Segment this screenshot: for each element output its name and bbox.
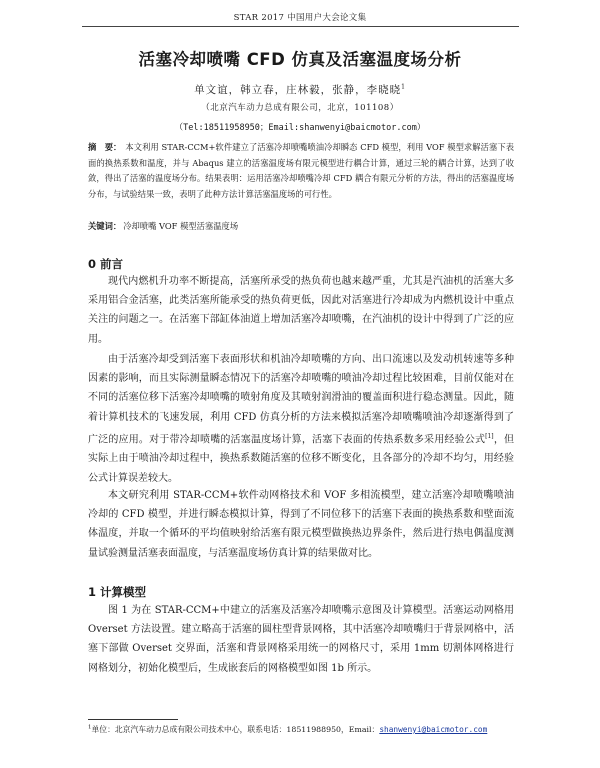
author-footnote-marker: 1 — [401, 83, 406, 91]
citation-ref[interactable]: [1] — [485, 432, 494, 440]
header-rule — [82, 26, 519, 27]
abstract — [88, 140, 514, 202]
affiliation: （北京汽车动力总成有限公司，北京，101108） — [201, 103, 399, 113]
author-list — [0, 82, 600, 97]
footnote-rule — [88, 719, 178, 720]
intro-paragraph-2-text-b: ，但实际上由于喷油冷却过程中，换热系数随活塞的位移不断变化，且各部分的冷却不均匀，用经验公式计算误差较大。 — [88, 434, 515, 484]
running-header: STAR 2017 中国用户大会论文集 — [233, 13, 367, 23]
paper-title: 活塞冷却喷嘴 CFD 仿真及活塞温度场分析 — [138, 50, 462, 69]
section-heading-model: 1 计算模型 — [88, 585, 147, 599]
keywords-text: 冷却喷嘴 VOF 模型活塞温度场 — [123, 221, 239, 231]
abstract-label: 摘 要： — [88, 142, 122, 152]
model-paragraph-1: 图 1 为在 STAR-CCM+中建立的活塞及活塞冷却喷嘴示意图及计算模型。活塞运动网格用 Overset 方法设置。建立略高于活塞的圆柱型背景网格，其中活塞冷却喷嘴归于背景网格中，活塞下部做 Overset 交界面，活塞和背景网格采用统一的网格尺寸，采用 1mm 切割体网格进行网格划分，初始化模型后，生成嵌套后的网格模型如图 1b 所示。 — [88, 605, 514, 674]
author-names: 单文谊，韩立春，庄林毅，张静，李晓晓 — [194, 84, 402, 96]
keywords — [88, 220, 514, 232]
keywords-label: 关键词： — [88, 221, 122, 231]
intro-paragraph-2-text-a: 由于活塞冷却受到活塞下表面形状和机油冷却喷嘴的方向、出口流速以及发动机转速等多种因素的影响，而且实际测量瞬态情况下的活塞冷却喷嘴的喷油冷却过程比较困难，目前仅能对在不同的活塞位移下活塞冷却喷嘴的喷射角度及其喷射润滑油的覆盖面积进行稳态测量。因此，随着计算机技术的飞速发展，利用 CFD 仿真分析的方法来模拟活塞冷却喷嘴喷油冷却逐渐得到了广泛的应用。对于带冷却喷嘴的活塞温度场计算，活塞下表面的传热系数多采用经验公式 — [88, 354, 514, 446]
abstract-text: 本文利用 STAR-CCM+软件建立了活塞冷却喷嘴喷油冷却瞬态 CFD 模型，利用 VOF 模型求解活塞下表面的换热系数和温度，并与 Abaqus 建立的活塞温度场有限元模型进行耦合计算，通过三轮的耦合计算，达到了收敛，得出了活塞的温度场分布。结果表明：运用活塞冷却喷嘴冷却 CFD 耦合有限元分析的方法，得出的活塞温度场分布，与试验结果一致，表明了此种方法计算活塞温度场的可行性。 — [88, 142, 514, 199]
section-heading-intro: 0 前言 — [88, 257, 124, 271]
footnote-email-link[interactable]: shanwenyi@baicmotor.com — [379, 725, 488, 734]
intro-paragraph-2 — [88, 350, 514, 488]
footnote-text: 单位：北京汽车动力总成有限公司技术中心，联系电话：18511988950，Email： — [91, 725, 380, 734]
intro-paragraph-1: 现代内燃机升功率不断提高，活塞所承受的热负荷也越来越严重，尤其是汽油机的活塞大多采用铝合金活塞，此类活塞所能承受的热负荷更低，因此对活塞进行冷却成为内燃机设计中重点关注的问题之一。在活塞下部缸体油道上增加活塞冷却喷嘴，在汽油机的设计中得到了广泛的应用。 — [88, 276, 514, 345]
footnote-marker: 1 — [88, 724, 92, 731]
footnote — [88, 724, 528, 735]
contact-info: （Tel:18511958950；Email:shanwenyi@baicmotor.com） — [174, 123, 426, 133]
intro-paragraph-3: 本文研究利用 STAR-CCM+软件动网格技术和 VOF 多相流模型，建立活塞冷却喷嘴喷油冷却的 CFD 模型，并进行瞬态模拟计算，得到了不同位移下的活塞下表面的换热系数和壁面流体温度，并取一个循环的平均值映射给活塞有限元模型做换热边界条件，然后进行热电偶温度测量试验测量活塞表面温度，与活塞温度场仿真计算的结果做对比。 — [88, 490, 514, 559]
